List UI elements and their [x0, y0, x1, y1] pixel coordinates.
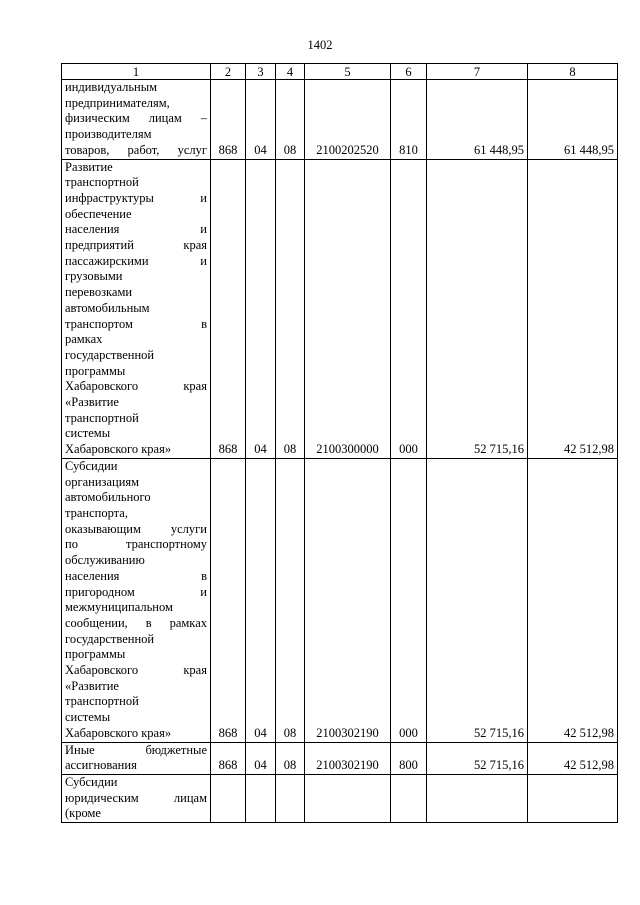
description-line: Хабаровского края» [65, 442, 172, 457]
cell-col-8: 42 512,98 [528, 458, 618, 742]
description-line: Развитие [65, 159, 113, 174]
description-line: (кроме [65, 806, 101, 821]
cell-col-5: 2100302190 [305, 458, 391, 742]
description-line: транспортом в [65, 316, 207, 331]
row-description [62, 159, 211, 458]
cell-col-6: 000 [391, 458, 427, 742]
description-line: обслуживанию [65, 553, 145, 568]
column-header-3: 3 [246, 64, 276, 80]
cell-col-7: 61 448,95 [427, 80, 528, 160]
table-row [62, 159, 618, 458]
cell-col-6: 800 [391, 742, 427, 774]
description-line: государственной [65, 347, 155, 362]
page-number: 1402 [307, 38, 333, 52]
table-header-row [62, 64, 618, 80]
description-line: Иные бюджетные [65, 742, 207, 757]
cell-col-5: 2100300000 [305, 159, 391, 458]
column-header-2: 2 [211, 64, 246, 80]
cell-col-6 [391, 774, 427, 822]
column-header-7: 7 [427, 64, 528, 80]
table-row [62, 774, 618, 822]
cell-col-4: 08 [276, 159, 305, 458]
cell-col-2: 868 [211, 742, 246, 774]
description-line: транспортной [65, 410, 139, 425]
cell-col-6: 000 [391, 159, 427, 458]
cell-col-8: 42 512,98 [528, 742, 618, 774]
cell-col-8: 61 448,95 [528, 80, 618, 160]
table-row [62, 742, 618, 774]
description-line: транспорта, [65, 505, 128, 520]
description-line: рамках [65, 332, 103, 347]
description-line: автомобильным [65, 300, 150, 315]
cell-col-2: 868 [211, 80, 246, 160]
description-line: индивидуальным [65, 80, 158, 94]
description-line: ассигнования [65, 758, 137, 773]
cell-col-3: 04 [246, 742, 276, 774]
description-line: транспортной [65, 694, 139, 709]
cell-col-5: 2100302190 [305, 742, 391, 774]
row-description [62, 774, 211, 822]
description-line: Субсидии [65, 774, 118, 789]
description-line: инфраструктуры и [65, 190, 207, 205]
cell-col-6: 810 [391, 80, 427, 160]
cell-col-8: 42 512,98 [528, 159, 618, 458]
column-header-8: 8 [528, 64, 618, 80]
description-line: Хабаровского края» [65, 725, 172, 740]
description-line: «Развитие [65, 678, 119, 693]
description-line: сообщении, в рамках [65, 615, 207, 630]
description-line: межмуниципальном [65, 600, 173, 615]
table-row [62, 458, 618, 742]
description-line: Хабаровского края [65, 663, 207, 678]
description-line: системы [65, 710, 111, 725]
description-line: физическим лицам – [65, 111, 207, 126]
description-line: программы [65, 363, 126, 378]
cell-col-2: 868 [211, 458, 246, 742]
budget-table [61, 63, 618, 823]
column-header-4: 4 [276, 64, 305, 80]
cell-col-3 [246, 774, 276, 822]
cell-col-7: 52 715,16 [427, 159, 528, 458]
cell-col-5 [305, 774, 391, 822]
description-line: программы [65, 647, 126, 662]
cell-col-5: 2100202520 [305, 80, 391, 160]
cell-col-3: 04 [246, 458, 276, 742]
column-header-5: 5 [305, 64, 391, 80]
description-line: транспортной [65, 175, 139, 190]
row-description [62, 458, 211, 742]
cell-col-2 [211, 774, 246, 822]
description-line: Субсидии [65, 458, 118, 473]
description-line: системы [65, 426, 111, 441]
description-line: грузовыми [65, 269, 123, 284]
description-line: по транспортному [65, 537, 207, 552]
cell-col-4 [276, 774, 305, 822]
cell-col-3: 04 [246, 159, 276, 458]
description-line: пригородном и [65, 584, 207, 599]
column-header-6: 6 [391, 64, 427, 80]
description-line: организациям [65, 474, 140, 489]
description-line: населения в [65, 568, 207, 583]
table-row [62, 80, 618, 160]
cell-col-4: 08 [276, 742, 305, 774]
cell-col-7: 52 715,16 [427, 458, 528, 742]
description-line: Хабаровского края [65, 379, 207, 394]
description-line: «Развитие [65, 395, 119, 410]
description-line: автомобильного [65, 490, 151, 505]
description-line: производителям [65, 127, 152, 142]
description-line: пассажирскими и [65, 253, 207, 268]
cell-col-4: 08 [276, 458, 305, 742]
cell-col-7: 52 715,16 [427, 742, 528, 774]
row-description [62, 742, 211, 774]
row-description [62, 80, 211, 160]
description-line: государственной [65, 631, 155, 646]
description-line: предприятий края [65, 238, 207, 253]
cell-col-3: 04 [246, 80, 276, 160]
description-line: оказывающим услуги [65, 521, 207, 536]
cell-col-8 [528, 774, 618, 822]
cell-col-4: 08 [276, 80, 305, 160]
description-line: юридическим лицам [65, 790, 207, 805]
description-line: предпринимателям, [65, 95, 170, 110]
column-header-1: 1 [62, 64, 211, 80]
description-line: перевозками [65, 285, 133, 300]
cell-col-7 [427, 774, 528, 822]
description-line: обеспечение [65, 206, 132, 221]
description-line: населения и [65, 222, 207, 237]
cell-col-2: 868 [211, 159, 246, 458]
description-line: товаров, работ, услуг [65, 142, 207, 157]
